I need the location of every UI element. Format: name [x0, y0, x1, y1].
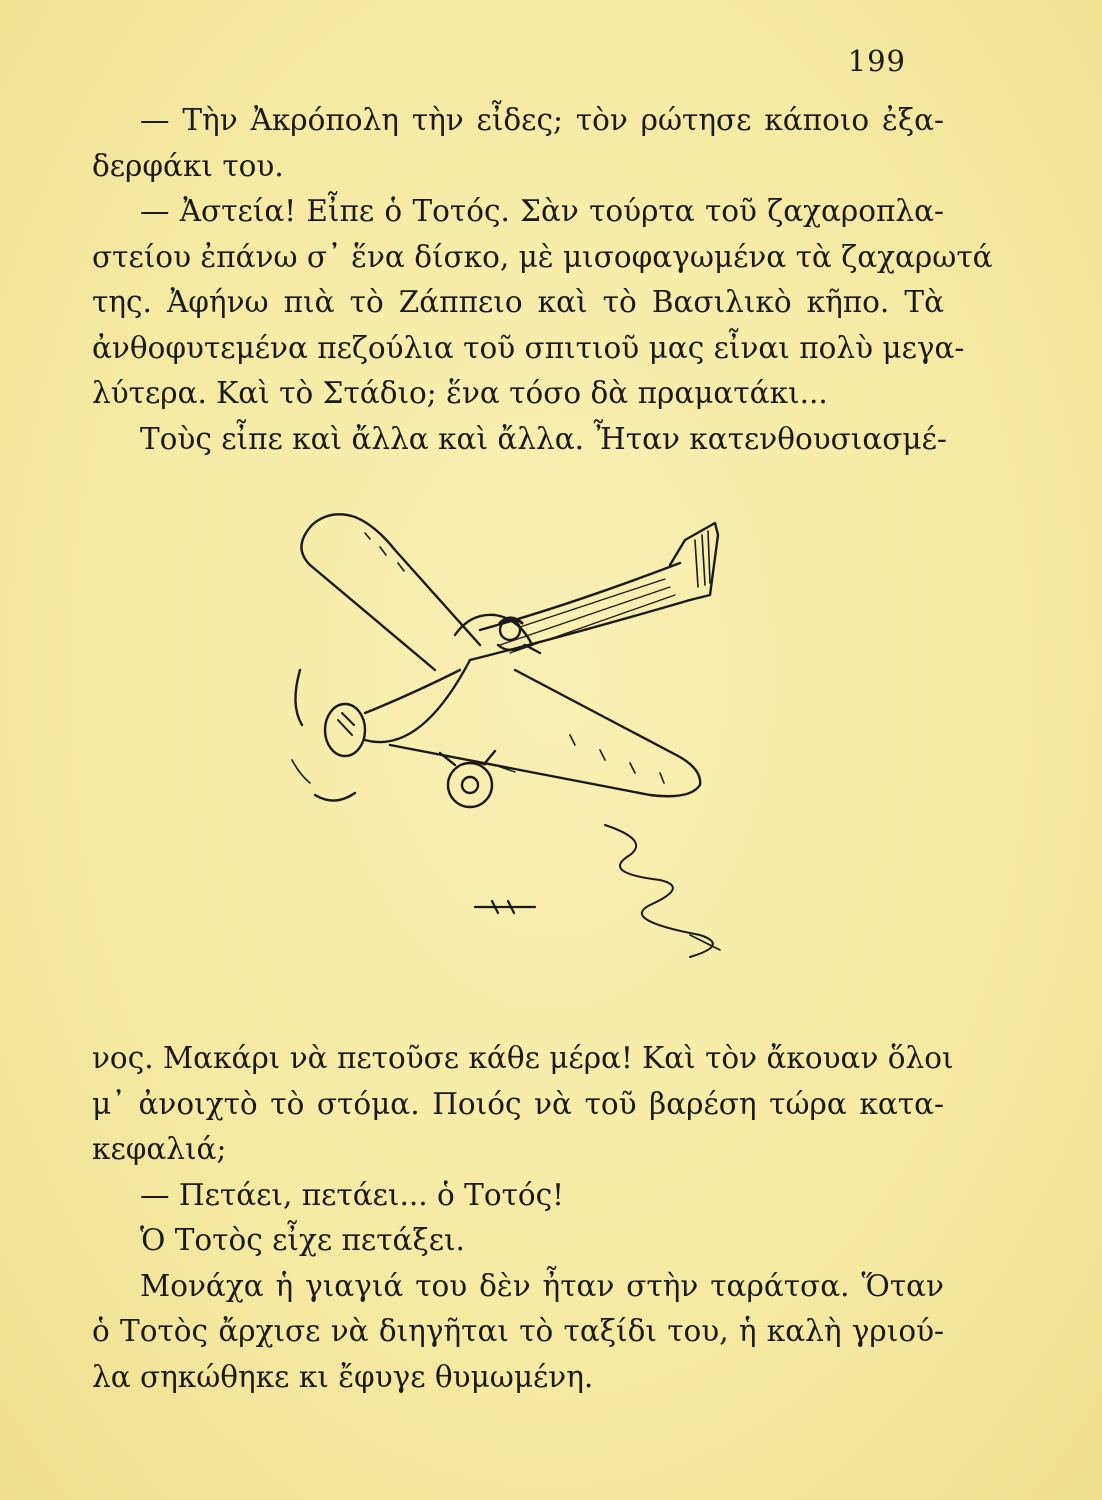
pilot-head [500, 620, 520, 640]
text-line: κεφαλιά; [92, 1132, 227, 1166]
text-line: της. Ἀφήνω πιὰ τὸ Ζάππειο καὶ τὸ Βασιλικὸ κῆπο. Τὰ [92, 285, 944, 319]
propeller-blade-top [295, 670, 302, 725]
text-line: ὁ Τοτὸς ἄρχισε νὰ διηγῆται τὸ ταξίδι του, ἡ καλὴ γριού- [92, 1314, 944, 1348]
text-line: Μονάχα ἡ γιαγιά του δὲν ἦταν στὴν ταράτσα. Ὅταν [140, 1268, 944, 1303]
text-line: Ὁ Τοτὸς εἶχε πετάξει. [140, 1223, 465, 1257]
text-line: ἀνθοφυτεμένα πεζούλια τοῦ σπιτιοῦ μας εἶναι πολὺ μεγα- [92, 330, 965, 365]
text-line: νος. Μακάρι νὰ πετοῦσε κάθε μέρα! Καὶ τὸν ἄκουαν ὅλοι [92, 1041, 954, 1075]
text-line: — Ἀστεία! Εἶπε ὁ Τοτός. Σὰν τούρτα τοῦ ζαχαροπλα- [140, 194, 944, 228]
text-line: μ᾿ ἀνοιχτὸ τὸ στόμα. Ποιός νὰ τοῦ βαρέση τώρα κατα- [92, 1086, 944, 1121]
lower-wing [390, 670, 700, 796]
tail-fin [670, 523, 718, 600]
distant-plane [475, 901, 535, 913]
engine-nose [325, 704, 365, 756]
text-line: λύτερα. Καὶ τὸ Στάδιο; ἕνα τόσο δὰ πραματάκι... [92, 376, 828, 410]
airplane-illustration [270, 495, 760, 995]
propeller-blade-bottom [315, 793, 355, 801]
text-block-top [92, 98, 993, 462]
upper-wing [301, 514, 480, 670]
smoke-trail [605, 825, 713, 957]
text-line: — Πετάει, πετάει... ὁ Τοτός! [140, 1177, 565, 1212]
text-line: — Τὴν Ἀκρόπολη τὴν εἶδες; τὸν ρώτησε κάποιο ἐξα- [140, 103, 944, 137]
page-number: 199 [847, 44, 906, 78]
text-line: δερφάκι του. [92, 148, 284, 183]
text-line: στείου ἐπάνω σ᾿ ἕνα δίσκο, μὲ μισοφαγωμένα τὰ ζαχαρωτά [92, 239, 993, 274]
landing-wheel [448, 763, 492, 807]
text-block-bottom [92, 1036, 954, 1400]
fuselage-bottom [470, 600, 690, 660]
text-line: λα σηκώθηκε κι ἔφυγε θυμωμένη. [92, 1359, 594, 1394]
text-line: Τοὺς εἶπε καὶ ἄλλα καὶ ἄλλα. Ἦταν κατενθουσιασμέ- [140, 421, 947, 456]
